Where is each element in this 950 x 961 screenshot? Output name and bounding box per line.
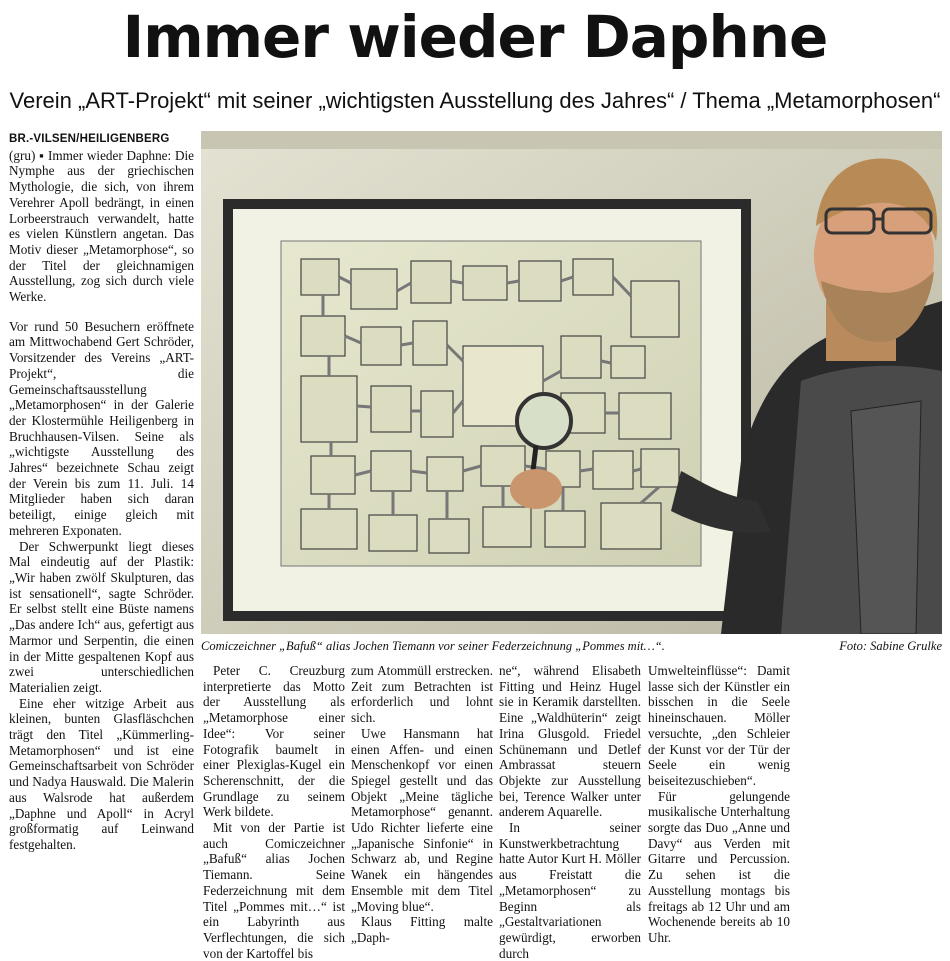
paragraph: Klaus Fitting malte „Daph- <box>351 914 493 945</box>
headline: Immer wieder Daphne <box>122 3 828 71</box>
photo-illustration <box>201 131 942 634</box>
dateline: BR.-VILSEN/HEILIGENBERG <box>9 133 170 145</box>
paragraph: zum Atommüll erstrecken. Zeit zum Betrachten ist erforderlich und lohnt sich. <box>351 663 493 726</box>
paragraph: Uwe Hansmann hat einen Affen- und einen Menschenkopf vor einen Spiegel gestellt und das Objekt „Meine tägliche Metamorphose“ genannt. Udo Richter lieferte eine „Japanische Sinfonie“ in Schwarz ab, und Regine Wanek ein hängendes Ensemble mit dem Titel „Moving blue“. <box>351 725 493 914</box>
paragraph: Der Schwerpunkt liegt dieses Mal eindeutig auf der Plastik: „Wir haben zwölf Skulpturen, das ist sensationell“, sagte Schröder. Er selbst stellt eine Büste namens „Das andere Ich“ aus, gefertigt aus Marmor und Serpentin, die einen in der Mitte gespaltenen Kopf aus zwei unterschiedlichen Materialien zeigt. <box>9 538 194 695</box>
article-column-2 <box>203 663 345 961</box>
paragraph: Vor rund 50 Besuchern eröffnete am Mittwochabend Gert Schröder, Vorsitzender des Vereins „ART-Projekt“, die Gemeinschaftsausstellung „Metamorphosen“ in der Galerie der Klostermühle Heiligenberg in Bruchhausen-Vilsen. Seine als „wichtigste Ausstellung des Jahres“ bezeichnete Schau zeigt der Verein bis zum 11. Juli. 14 Mitglieder haben sich daran beteiligt, einige gleich mit mehreren Exponaten. <box>9 318 194 538</box>
paragraph: In seiner Kunstwerkbetrachtung hatte Autor Kurt H. Möller aus Freistatt die „Metamorphosen“ zu Beginn als „Gestaltvariationen gewürdigt, erworben durch <box>499 820 641 961</box>
article-column-3 <box>351 663 493 946</box>
article-column-5 <box>648 663 790 946</box>
paragraph: Umwelteinflüsse“: Damit lasse sich der Künstler ein bisschen in die Seele hineinschauen. Möller versuchte, „den Schleier der Kunst vor der Tür der Seele ein wenig beiseitezuschieben“. <box>648 663 790 788</box>
paragraph: Eine eher witzige Arbeit aus kleinen, bunten Glasfläschchen trägt den Titel „Kümmerling-Metamorphosen“ und ist eine Gemeinschaftsarbeit von Schröder und Nadya Hauswald. Die Malerin aus Walsrode hat außerdem „Daphne und Apoll“ in Acryl großformatig auf Leinwand festgehalten. <box>9 695 194 852</box>
paragraph: Für gelungende musikalische Unterhaltung sorgte das Duo „Anne und Davy“ aus Verden mit Gitarre und Percussion. Zu sehen ist die Ausstellung montags bis freitags ab 12 Uhr und am Wochenende bereits ab 10 Uhr. <box>648 788 790 945</box>
photo-credit: Foto: Sabine Grulke <box>839 639 942 653</box>
paragraph: Peter C. Creuzburg interpretierte das Motto der Ausstellung als „Metamorphose einer Idee“: Vor seiner Fotografik baumelt in einer Plexiglas-Kugel ein Scherenschnitt, der die Grundlage zu seinem Werk bildete. <box>203 663 345 820</box>
paragraph: Mit von der Partie ist auch Comiczeichner „Bafuß“ alias Jochen Tiemann. Seine Federzeichnung mit dem Titel „Pommes mit…“ ist ein Labyrinth aus Verflechtungen, die sich von der Kartoffel bis <box>203 820 345 961</box>
article-photo <box>201 131 942 634</box>
caption-text: Comiczeichner „Bafuß“ alias Jochen Tiemann vor seiner Federzeichnung „Pommes mit…“. <box>201 639 665 653</box>
paragraph: ne“, während Elisabeth Fitting und Heinz Hugel sie in Keramik darstellten. Eine „Waldhüterin“ zeigt Irina Glusgold. Friedel Schünemann und Detlef Ambrassat steuern Objekte zur Ausstellung bei, Terence Walker unter anderem Aquarelle. <box>499 663 641 820</box>
article-column-4 <box>499 663 641 961</box>
subheadline: Verein „ART-Projekt“ mit seiner „wichtigsten Ausstellung des Jahres“ / Thema „Metamorphosen“ <box>9 88 941 113</box>
article-column-1 <box>9 132 194 853</box>
photo-caption <box>201 638 942 654</box>
lead-paragraph: (gru) ▪ Immer wieder Daphne: Die Nymphe aus der griechischen Mythologie, die sich, von ihrem Verehrer Apoll bedrängt, in einen Lorbeerstrauch verwandelt, hatte es vielen Künstlern angetan. Das Motiv dieser „Metamorphose“, so der Titel der gleichnamigen Ausstellung, zog sich durch viele Werke. <box>9 147 194 305</box>
